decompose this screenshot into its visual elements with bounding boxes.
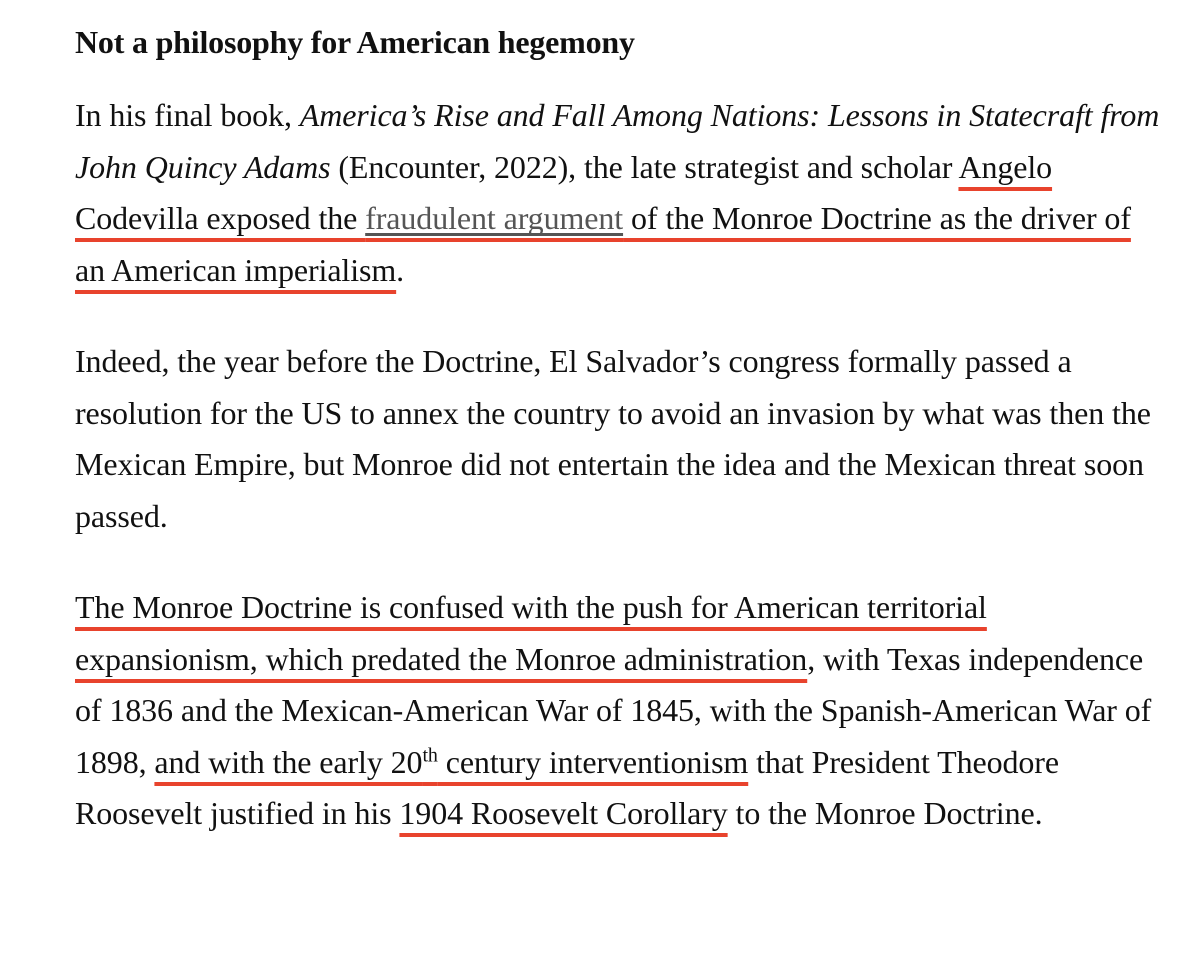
fraudulent-argument-link[interactable]: fraudulent argument: [365, 200, 624, 236]
p3-highlight-2a: and with the early 20: [154, 743, 423, 780]
p3-highlight-2b: century interventionism: [437, 743, 749, 780]
highlight-underline-4: 1904 Roosevelt Corollary: [399, 795, 728, 831]
p1-text-end: .: [396, 251, 405, 288]
p3-text-1: , with Texas independence of 1836 and the Mexican-American War of 1845, with the Spanish-American War of 1898,: [75, 640, 1152, 780]
superscript-th: th: [422, 743, 438, 766]
paragraph-2: Indeed, the year before the Doctrine, El Salvador’s congress formally passed a resolution for the US to annex the country to avoid an invasion by what was then the Mexican Empire, but Monroe did not entertain the idea and the Mexican threat soon passed.: [75, 343, 1151, 534]
book-title: America’s Rise and Fall Among Nations: Lessons in Statecraft from John Quincy Adams: [75, 97, 1160, 185]
p1-highlight-a: Angelo Codevilla exposed the: [75, 148, 1053, 236]
highlight-underline-2: The Monroe Doctrine is confused with the push for American territorial expansionism, which predated the Monroe administration: [75, 589, 987, 677]
paragraph-3: [75, 582, 1165, 840]
article-body: [75, 18, 1165, 880]
paragraph-1: [75, 90, 1165, 296]
p1-highlight-b: of the Monroe Doctrine as the driver of an American imperialism: [75, 200, 1131, 288]
p1-text-pre: In his final book,: [75, 97, 300, 133]
section-heading: Not a philosophy for American hegemony: [75, 24, 635, 60]
p1-text-mid: (Encounter, 2022), the late strategist and scholar: [330, 148, 959, 185]
highlight-underline-3: [154, 744, 748, 780]
p3-text-2: that President Theodore Roosevelt justified in his: [75, 743, 1059, 831]
p3-text-3: to the Monroe Doctrine.: [727, 795, 1043, 831]
